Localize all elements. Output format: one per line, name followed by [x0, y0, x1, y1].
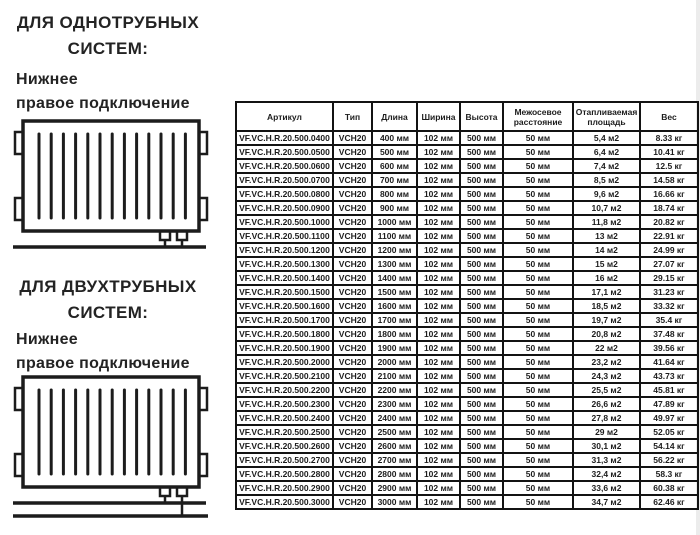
table-cell: 2200 мм: [372, 383, 417, 397]
table-cell: 500 мм: [460, 131, 503, 145]
table-cell: VCH20: [333, 201, 372, 215]
connection-line: правое подключение: [16, 355, 190, 372]
table-cell: VCH20: [333, 313, 372, 327]
table-cell: VCH20: [333, 495, 372, 509]
table-cell: VCH20: [333, 229, 372, 243]
table-cell: 500 мм: [460, 411, 503, 425]
table-cell: VF.VC.H.R.20.500.1400: [236, 271, 333, 285]
table-cell: VF.VC.H.R.20.500.1200: [236, 243, 333, 257]
table-cell: 1400 мм: [372, 271, 417, 285]
table-cell: 30,1 м2: [573, 439, 640, 453]
table-cell: 18.74 кг: [640, 201, 698, 215]
table-cell: 29 м2: [573, 425, 640, 439]
table-cell: 2800 мм: [372, 467, 417, 481]
table-cell: 102 мм: [417, 355, 460, 369]
table-cell: 500 мм: [460, 327, 503, 341]
table-cell: 49.97 кг: [640, 411, 698, 425]
table-cell: 500 мм: [372, 145, 417, 159]
table-cell: 29.15 кг: [640, 271, 698, 285]
table-cell: 25,5 м2: [573, 383, 640, 397]
table-header-cell: Ширина: [417, 102, 460, 131]
table-cell: 35.4 кг: [640, 313, 698, 327]
table-header-cell: Вес: [640, 102, 698, 131]
table-cell: 14.58 кг: [640, 173, 698, 187]
table-cell: 2100 мм: [372, 369, 417, 383]
table-cell: VF.VC.H.R.20.500.2800: [236, 467, 333, 481]
table-cell: 50 мм: [503, 187, 573, 201]
table-cell: VCH20: [333, 159, 372, 173]
table-cell: VCH20: [333, 299, 372, 313]
table-cell: 102 мм: [417, 397, 460, 411]
section-heading-single-pipe: [2, 10, 214, 62]
table-cell: 33.32 кг: [640, 299, 698, 313]
two-pipe-radiator-diagram: [8, 372, 214, 524]
table-row: [236, 481, 698, 495]
table-cell: 500 мм: [460, 439, 503, 453]
table-cell: VF.VC.H.R.20.500.0700: [236, 173, 333, 187]
table-cell: 500 мм: [460, 355, 503, 369]
table-cell: 14 м2: [573, 243, 640, 257]
table-cell: 27.07 кг: [640, 257, 698, 271]
table-cell: 1600 мм: [372, 299, 417, 313]
table-row: [236, 397, 698, 411]
connection-label-two-pipe: [16, 328, 228, 376]
table-cell: 500 мм: [460, 271, 503, 285]
table-cell: 45.81 кг: [640, 383, 698, 397]
table-cell: 102 мм: [417, 159, 460, 173]
table-cell: VF.VC.H.R.20.500.0900: [236, 201, 333, 215]
table-cell: VCH20: [333, 383, 372, 397]
table-cell: 102 мм: [417, 369, 460, 383]
table-cell: 18,5 м2: [573, 299, 640, 313]
table-cell: 50 мм: [503, 229, 573, 243]
table-row: [236, 131, 698, 145]
table-cell: 26,6 м2: [573, 397, 640, 411]
table-cell: 500 мм: [460, 173, 503, 187]
table-cell: 7,4 м2: [573, 159, 640, 173]
table-cell: 102 мм: [417, 453, 460, 467]
table-row: [236, 201, 698, 215]
table-cell: 31.23 кг: [640, 285, 698, 299]
table-cell: 9,6 м2: [573, 187, 640, 201]
table-row: [236, 439, 698, 453]
table-row: [236, 383, 698, 397]
table-cell: 50 мм: [503, 439, 573, 453]
table-cell: VF.VC.H.R.20.500.2600: [236, 439, 333, 453]
table-cell: 1200 мм: [372, 243, 417, 257]
table-cell: VCH20: [333, 145, 372, 159]
table-cell: 41.64 кг: [640, 355, 698, 369]
table-cell: 37.48 кг: [640, 327, 698, 341]
table-cell: VCH20: [333, 425, 372, 439]
table-cell: VF.VC.H.R.20.500.0800: [236, 187, 333, 201]
table-cell: 500 мм: [460, 187, 503, 201]
table-cell: 20,8 м2: [573, 327, 640, 341]
table-cell: 500 мм: [460, 383, 503, 397]
table-cell: VF.VC.H.R.20.500.2100: [236, 369, 333, 383]
table-cell: VCH20: [333, 439, 372, 453]
table-cell: 60.38 кг: [640, 481, 698, 495]
table-cell: 47.89 кг: [640, 397, 698, 411]
table-cell: 500 мм: [460, 285, 503, 299]
table-cell: 500 мм: [460, 467, 503, 481]
table-cell: 22 м2: [573, 341, 640, 355]
spec-table-container: [235, 101, 698, 510]
table-cell: 50 мм: [503, 285, 573, 299]
table-cell: 102 мм: [417, 383, 460, 397]
table-cell: 102 мм: [417, 495, 460, 509]
table-cell: VF.VC.H.R.20.500.1500: [236, 285, 333, 299]
table-cell: 10.41 кг: [640, 145, 698, 159]
table-cell: 50 мм: [503, 397, 573, 411]
table-cell: 24.99 кг: [640, 243, 698, 257]
section-heading-two-pipe: [2, 274, 214, 326]
single-pipe-radiator-diagram: [8, 116, 214, 254]
table-cell: 50 мм: [503, 383, 573, 397]
table-cell: 50 мм: [503, 341, 573, 355]
table-cell: VCH20: [333, 369, 372, 383]
table-row: [236, 187, 698, 201]
table-cell: 10,7 м2: [573, 201, 640, 215]
table-row: [236, 341, 698, 355]
table-cell: 500 мм: [460, 495, 503, 509]
table-row: [236, 327, 698, 341]
table-cell: 62.46 кг: [640, 495, 698, 509]
table-row: [236, 145, 698, 159]
table-cell: 500 мм: [460, 299, 503, 313]
table-cell: 33,6 м2: [573, 481, 640, 495]
table-cell: VCH20: [333, 341, 372, 355]
table-cell: VCH20: [333, 215, 372, 229]
table-cell: 500 мм: [460, 145, 503, 159]
table-row: [236, 159, 698, 173]
table-cell: 1800 мм: [372, 327, 417, 341]
table-cell: 400 мм: [372, 131, 417, 145]
table-cell: 3000 мм: [372, 495, 417, 509]
table-header-cell: Артикул: [236, 102, 333, 131]
table-cell: VF.VC.H.R.20.500.1800: [236, 327, 333, 341]
table-cell: 102 мм: [417, 411, 460, 425]
table-row: [236, 173, 698, 187]
table-row: [236, 369, 698, 383]
table-row: [236, 313, 698, 327]
table-row: [236, 229, 698, 243]
table-cell: VCH20: [333, 411, 372, 425]
table-cell: VCH20: [333, 187, 372, 201]
table-cell: 32,4 м2: [573, 467, 640, 481]
table-cell: 56.22 кг: [640, 453, 698, 467]
table-cell: VF.VC.H.R.20.500.0500: [236, 145, 333, 159]
table-cell: VCH20: [333, 327, 372, 341]
table-cell: VCH20: [333, 173, 372, 187]
table-cell: VF.VC.H.R.20.500.2500: [236, 425, 333, 439]
table-cell: 6,4 м2: [573, 145, 640, 159]
table-cell: 500 мм: [460, 397, 503, 411]
table-cell: 500 мм: [460, 215, 503, 229]
table-header-cell: Межосевое расстояние: [503, 102, 573, 131]
table-cell: 50 мм: [503, 467, 573, 481]
heading-line: СИСТЕМ:: [67, 39, 149, 58]
table-cell: 1100 мм: [372, 229, 417, 243]
table-cell: 50 мм: [503, 411, 573, 425]
table-cell: VCH20: [333, 481, 372, 495]
table-cell: 19,7 м2: [573, 313, 640, 327]
table-cell: 50 мм: [503, 481, 573, 495]
heading-line: ДЛЯ ДВУХТРУБНЫХ: [19, 277, 197, 296]
table-cell: 50 мм: [503, 271, 573, 285]
table-cell: VF.VC.H.R.20.500.2400: [236, 411, 333, 425]
table-header-row: [236, 102, 698, 131]
table-cell: 5,4 м2: [573, 131, 640, 145]
table-cell: 50 мм: [503, 243, 573, 257]
table-cell: 23,2 м2: [573, 355, 640, 369]
table-cell: 50 мм: [503, 453, 573, 467]
table-cell: VCH20: [333, 397, 372, 411]
table-cell: 24,3 м2: [573, 369, 640, 383]
table-row: [236, 271, 698, 285]
table-cell: 102 мм: [417, 145, 460, 159]
radiator-spec-table: [235, 101, 699, 510]
table-cell: VCH20: [333, 257, 372, 271]
heading-line: ДЛЯ ОДНОТРУБНЫХ: [16, 13, 200, 32]
table-cell: VF.VC.H.R.20.500.1000: [236, 215, 333, 229]
table-cell: 2300 мм: [372, 397, 417, 411]
table-cell: VF.VC.H.R.20.500.2700: [236, 453, 333, 467]
table-cell: 102 мм: [417, 327, 460, 341]
table-row: [236, 453, 698, 467]
table-cell: 2700 мм: [372, 453, 417, 467]
table-cell: 102 мм: [417, 481, 460, 495]
table-cell: 50 мм: [503, 369, 573, 383]
table-cell: 22.91 кг: [640, 229, 698, 243]
table-cell: 500 мм: [460, 341, 503, 355]
table-cell: VF.VC.H.R.20.500.1700: [236, 313, 333, 327]
table-cell: 102 мм: [417, 257, 460, 271]
table-cell: 500 мм: [460, 257, 503, 271]
table-cell: 17,1 м2: [573, 285, 640, 299]
table-cell: 2000 мм: [372, 355, 417, 369]
table-cell: 50 мм: [503, 131, 573, 145]
table-cell: 102 мм: [417, 229, 460, 243]
table-cell: 500 мм: [460, 369, 503, 383]
table-cell: 1500 мм: [372, 285, 417, 299]
table-cell: 50 мм: [503, 313, 573, 327]
table-cell: VF.VC.H.R.20.500.2000: [236, 355, 333, 369]
table-cell: 102 мм: [417, 215, 460, 229]
table-cell: 102 мм: [417, 299, 460, 313]
table-header-cell: Отапливаемая площадь: [573, 102, 640, 131]
table-cell: 2900 мм: [372, 481, 417, 495]
table-cell: VF.VC.H.R.20.500.1100: [236, 229, 333, 243]
table-cell: 54.14 кг: [640, 439, 698, 453]
radiator-fins: [39, 134, 185, 218]
table-cell: 50 мм: [503, 201, 573, 215]
table-cell: VF.VC.H.R.20.500.2900: [236, 481, 333, 495]
table-row: [236, 299, 698, 313]
table-cell: 1000 мм: [372, 215, 417, 229]
heading-line: СИСТЕМ:: [67, 303, 149, 322]
table-cell: 102 мм: [417, 271, 460, 285]
table-cell: 1700 мм: [372, 313, 417, 327]
table-cell: 102 мм: [417, 173, 460, 187]
table-cell: 50 мм: [503, 145, 573, 159]
table-cell: 102 мм: [417, 467, 460, 481]
table-cell: 102 мм: [417, 425, 460, 439]
table-cell: 50 мм: [503, 173, 573, 187]
table-cell: 2400 мм: [372, 411, 417, 425]
table-cell: 800 мм: [372, 187, 417, 201]
table-cell: 1900 мм: [372, 341, 417, 355]
table-cell: VF.VC.H.R.20.500.2300: [236, 397, 333, 411]
table-cell: VF.VC.H.R.20.500.1900: [236, 341, 333, 355]
spec-table-body: [236, 131, 698, 509]
table-cell: 34,7 м2: [573, 495, 640, 509]
table-cell: 8,5 м2: [573, 173, 640, 187]
table-header-cell: Тип: [333, 102, 372, 131]
table-cell: 500 мм: [460, 159, 503, 173]
table-cell: 102 мм: [417, 131, 460, 145]
connection-label-single-pipe: [16, 68, 228, 116]
table-cell: 500 мм: [460, 425, 503, 439]
radiator-fins: [39, 390, 185, 474]
table-cell: VF.VC.H.R.20.500.0400: [236, 131, 333, 145]
table-cell: 102 мм: [417, 243, 460, 257]
table-cell: 600 мм: [372, 159, 417, 173]
table-cell: VF.VC.H.R.20.500.1600: [236, 299, 333, 313]
table-cell: 8.33 кг: [640, 131, 698, 145]
table-cell: 500 мм: [460, 243, 503, 257]
connection-line: Нижнее: [16, 331, 78, 348]
table-cell: VF.VC.H.R.20.500.1300: [236, 257, 333, 271]
table-cell: VCH20: [333, 243, 372, 257]
table-row: [236, 355, 698, 369]
table-cell: 11,8 м2: [573, 215, 640, 229]
table-cell: 50 мм: [503, 299, 573, 313]
table-cell: 50 мм: [503, 425, 573, 439]
table-cell: 500 мм: [460, 481, 503, 495]
table-cell: VCH20: [333, 453, 372, 467]
table-cell: 31,3 м2: [573, 453, 640, 467]
table-cell: VF.VC.H.R.20.500.0600: [236, 159, 333, 173]
table-cell: 50 мм: [503, 215, 573, 229]
table-row: [236, 243, 698, 257]
table-cell: 102 мм: [417, 341, 460, 355]
table-cell: 700 мм: [372, 173, 417, 187]
table-cell: VCH20: [333, 355, 372, 369]
table-cell: 43.73 кг: [640, 369, 698, 383]
table-row: [236, 495, 698, 509]
table-cell: 500 мм: [460, 201, 503, 215]
table-cell: 500 мм: [460, 453, 503, 467]
connection-line: Нижнее: [16, 71, 78, 88]
table-row: [236, 411, 698, 425]
table-cell: VCH20: [333, 131, 372, 145]
table-cell: 50 мм: [503, 495, 573, 509]
table-cell: 52.05 кг: [640, 425, 698, 439]
table-cell: 50 мм: [503, 327, 573, 341]
table-cell: VF.VC.H.R.20.500.3000: [236, 495, 333, 509]
table-cell: 50 мм: [503, 159, 573, 173]
table-cell: 2600 мм: [372, 439, 417, 453]
table-cell: 500 мм: [460, 229, 503, 243]
table-cell: 102 мм: [417, 313, 460, 327]
table-cell: 1300 мм: [372, 257, 417, 271]
table-cell: 15 м2: [573, 257, 640, 271]
table-cell: VCH20: [333, 467, 372, 481]
table-cell: 102 мм: [417, 201, 460, 215]
table-cell: 500 мм: [460, 313, 503, 327]
table-cell: VCH20: [333, 285, 372, 299]
table-cell: 13 м2: [573, 229, 640, 243]
table-cell: 2500 мм: [372, 425, 417, 439]
table-header-cell: Длина: [372, 102, 417, 131]
table-cell: 900 мм: [372, 201, 417, 215]
table-cell: 16.66 кг: [640, 187, 698, 201]
table-cell: 50 мм: [503, 355, 573, 369]
connection-line: правое подключение: [16, 95, 190, 112]
table-row: [236, 215, 698, 229]
table-cell: 50 мм: [503, 257, 573, 271]
table-header-cell: Высота: [460, 102, 503, 131]
table-cell: 102 мм: [417, 285, 460, 299]
table-row: [236, 257, 698, 271]
table-cell: 102 мм: [417, 439, 460, 453]
table-cell: 12.5 кг: [640, 159, 698, 173]
table-cell: 58.3 кг: [640, 467, 698, 481]
table-cell: 27,8 м2: [573, 411, 640, 425]
table-row: [236, 285, 698, 299]
table-cell: 102 мм: [417, 187, 460, 201]
table-cell: 39.56 кг: [640, 341, 698, 355]
table-cell: 16 м2: [573, 271, 640, 285]
table-cell: VCH20: [333, 271, 372, 285]
table-cell: 20.82 кг: [640, 215, 698, 229]
table-row: [236, 467, 698, 481]
table-row: [236, 425, 698, 439]
table-cell: VF.VC.H.R.20.500.2200: [236, 383, 333, 397]
